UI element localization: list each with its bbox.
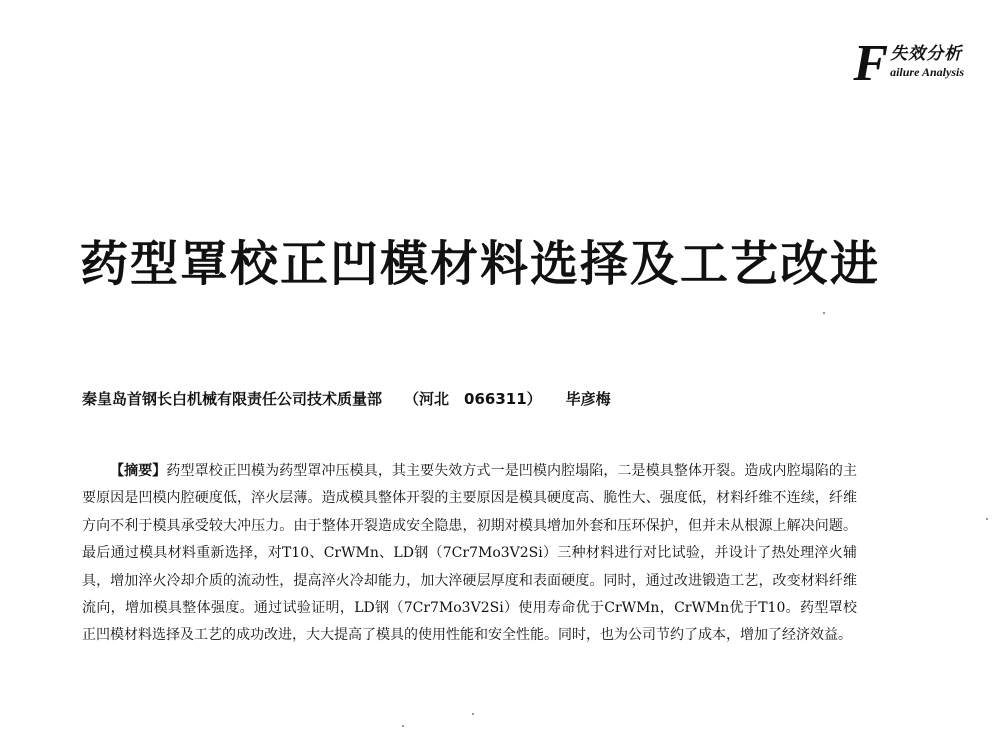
abstract [82, 458, 857, 650]
section-title-en: ailure Analysis [890, 65, 964, 79]
logo-text-block [890, 42, 964, 80]
section-logo [853, 35, 964, 92]
logo-letter: F [853, 35, 889, 92]
scan-speck [823, 312, 825, 314]
scan-speck [472, 713, 474, 715]
abstract-text: 药型罩校正凹模为药型罩冲压模具，其主要失效方式一是凹模内腔塌陷，二是模具整体开裂。造成内腔塌陷的主要原因是凹模内腔硬度低，淬火层薄。造成模具整体开裂的主要原因是模具硬度高、脆性大、强度低，材料纤维不连续，纤维方向不利于模具承受较大冲压力。由于整体开裂造成安全隐患，初期对模具增加外套和压环保护，但并未从根源上解决问题。最后通过模具材料重新选择，对T10、CrWMn、LD钢（7Cr7Mo3V2Si）三种材料进行对比试验，并设计了热处理淬火辅具，增加淬火冷却介质的流动性，提高淬火冷却能力，加大淬硬层厚度和表面硬度。同时，通过改进锻造工艺，改变材料纤维流向，增加模具整体强度。通过试验证明，LD钢（7Cr7Mo3V2Si）使用寿命优于CrWMn，CrWMn优于T10。药型罩校正凹模材料选择及工艺的成功改进，大大提高了模具的使用性能和安全性能。同时，也为公司节约了成本，增加了经济效益。 [82, 463, 858, 644]
article-title: 药型罩校正凹模材料选择及工艺改进 [80, 236, 881, 292]
scan-speck [402, 725, 404, 727]
scan-speck [986, 518, 988, 520]
section-title-cn: 失效分析 [890, 44, 963, 64]
location: （河北 066311） [404, 390, 542, 408]
author-affiliation-line [82, 387, 611, 411]
affiliation: 秦皇岛首钢长白机械有限责任公司技术质量部 [82, 390, 383, 408]
abstract-label: 【摘要】 [110, 463, 167, 479]
author-name: 毕彦梅 [565, 390, 611, 408]
